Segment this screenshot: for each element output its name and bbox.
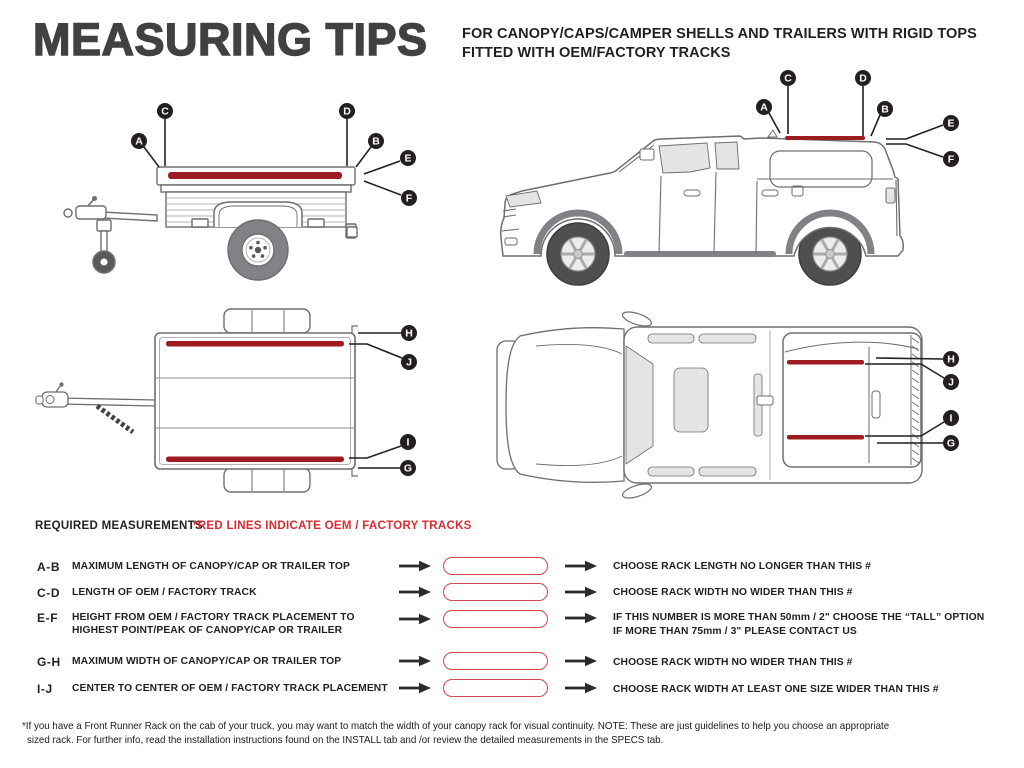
footnote-line2: sized rack. For further info, read the installation instructions found on the INSTALL tab and /or review the detailed measurements in the SPECS tab.: [27, 735, 664, 746]
arrow-right-icon: [565, 560, 597, 572]
label-badge-i: [943, 410, 959, 426]
trailer-top-art: [36, 309, 358, 492]
measurement-label-cd: LENGTH OF OEM / FACTORY TRACK: [72, 587, 257, 598]
svg-text:A: A: [135, 135, 143, 148]
diagram-truck-top-view: [495, 305, 965, 505]
label-badge-g: [400, 460, 416, 476]
arrow-right-icon: [565, 655, 597, 667]
measurement-label-ef-line2: HIGHEST POINT/PEAK OF CANOPY/CAP OR TRAILER: [72, 625, 343, 636]
measurement-result-gh: CHOOSE RACK WIDTH NO WIDER THAN THIS #: [613, 657, 853, 668]
measurement-code-ij: I-J: [37, 682, 53, 696]
required-measurements-title: REQUIRED MEASUREMENTS: [35, 520, 203, 532]
svg-text:C: C: [784, 72, 792, 85]
label-badge-e: [400, 150, 416, 166]
label-badge-b: [368, 133, 384, 149]
label-badge-f: [943, 151, 959, 167]
label-badge-c: [157, 103, 173, 119]
label-badge-d: [855, 70, 871, 86]
page-subtitle-line1: FOR CANOPY/CAPS/CAMPER SHELLS AND TRAILERS WITH RIGID TOPS: [462, 26, 977, 42]
arrow-right-icon: [399, 613, 431, 625]
svg-text:F: F: [405, 192, 413, 205]
label-badge-j: [943, 374, 959, 390]
page-subtitle-line2: FITTED WITH OEM/FACTORY TRACKS: [462, 45, 731, 61]
oem-track-line: [787, 435, 864, 440]
measurement-code-ab: A-B: [37, 560, 61, 574]
measurement-code-cd: C-D: [37, 586, 61, 600]
diagram-trailer-top-view: [30, 300, 440, 500]
label-badge-h: [401, 325, 417, 341]
arrow-right-icon: [565, 586, 597, 598]
svg-text:F: F: [947, 153, 955, 166]
truck-front-wheel: [547, 223, 609, 285]
label-badge-a: [131, 133, 147, 149]
label-badge-c: [780, 70, 796, 86]
measurement-result-ij: CHOOSE RACK WIDTH AT LEAST ONE SIZE WIDER THAN THIS #: [613, 684, 939, 695]
svg-text:C: C: [161, 105, 169, 118]
arrow-right-icon: [399, 655, 431, 667]
measurement-input-box-gh: [443, 652, 548, 670]
label-badge-a: [756, 99, 772, 115]
diagram-truck-side-view: [495, 68, 965, 303]
svg-text:H: H: [947, 353, 955, 366]
footnote-line1: *If you have a Front Runner Rack on the cab of your truck, you may want to match the width of your canopy rack for visual continuity. NOTE: These are just guidelines to help you choose an appropriate: [22, 721, 890, 732]
label-badge-j: [401, 354, 417, 370]
trailer-top-badges: [400, 325, 417, 476]
svg-text:G: G: [403, 462, 413, 475]
measurement-input-box-ef: [443, 610, 548, 628]
svg-text:E: E: [404, 152, 412, 165]
svg-text:E: E: [947, 117, 955, 130]
red-lines-note: *RED LINES INDICATE OEM / FACTORY TRACKS: [193, 520, 472, 532]
arrow-right-icon: [565, 612, 597, 624]
svg-text:A: A: [760, 101, 768, 114]
label-badge-b: [877, 101, 893, 117]
label-badge-g: [943, 435, 959, 451]
trailer-side-art: [64, 167, 357, 280]
svg-text:I: I: [949, 412, 953, 425]
trailer-top-connectors: [349, 333, 402, 468]
svg-text:B: B: [881, 103, 889, 116]
measurement-label-ij: CENTER TO CENTER OF OEM / FACTORY TRACK PLACEMENT: [72, 683, 388, 694]
truck-top-art: [497, 309, 922, 501]
measurement-code-ef: E-F: [37, 611, 59, 625]
arrow-right-icon: [399, 682, 431, 694]
measurement-result-cd: CHOOSE RACK WIDTH NO WIDER THAN THIS #: [613, 587, 853, 598]
truck-side-art: [501, 130, 903, 285]
arrow-right-icon: [565, 682, 597, 694]
trailer-wheel: [228, 220, 288, 280]
measurement-label-gh: MAXIMUM WIDTH OF CANOPY/CAP OR TRAILER TOP: [72, 656, 342, 667]
label-badge-i: [400, 434, 416, 450]
arrow-right-icon: [399, 586, 431, 598]
page-title: MEASURING TIPS: [33, 14, 428, 65]
measurement-input-box-ab: [443, 557, 548, 575]
measurement-result-ef-line2: IF MORE THAN 75mm / 3" PLEASE CONTACT US: [613, 626, 857, 637]
svg-text:J: J: [406, 356, 412, 369]
svg-text:J: J: [948, 376, 954, 389]
arrow-right-icon: [399, 560, 431, 572]
oem-track-line: [785, 136, 865, 140]
measurement-code-gh: G-H: [37, 655, 61, 669]
svg-text:G: G: [946, 437, 956, 450]
diagram-trailer-side-view: [30, 95, 440, 300]
oem-track-line: [166, 341, 344, 347]
svg-text:D: D: [859, 72, 867, 85]
measurement-result-ab: CHOOSE RACK LENGTH NO LONGER THAN THIS #: [613, 561, 871, 572]
svg-text:B: B: [372, 135, 380, 148]
measurement-label-ab: MAXIMUM LENGTH OF CANOPY/CAP OR TRAILER TOP: [72, 561, 350, 572]
svg-text:D: D: [343, 105, 351, 118]
oem-track-line: [166, 457, 344, 463]
measurement-input-box-cd: [443, 583, 548, 601]
label-badge-h: [943, 351, 959, 367]
label-badge-f: [401, 190, 417, 206]
measurement-label-ef-line1: HEIGHT FROM OEM / FACTORY TRACK PLACEMENT TO: [72, 612, 355, 623]
oem-track-line: [168, 172, 342, 179]
label-badge-e: [943, 115, 959, 131]
truck-top-badges: [943, 351, 959, 451]
label-badge-d: [339, 103, 355, 119]
svg-text:I: I: [406, 436, 410, 449]
svg-text:H: H: [405, 327, 413, 340]
measurement-result-ef-line1: IF THIS NUMBER IS MORE THAN 50mm / 2" CHOOSE THE “TALL” OPTION: [613, 612, 985, 623]
oem-track-line: [787, 360, 864, 365]
measurement-input-box-ij: [443, 679, 548, 697]
page-subtitle: [462, 25, 1002, 63]
